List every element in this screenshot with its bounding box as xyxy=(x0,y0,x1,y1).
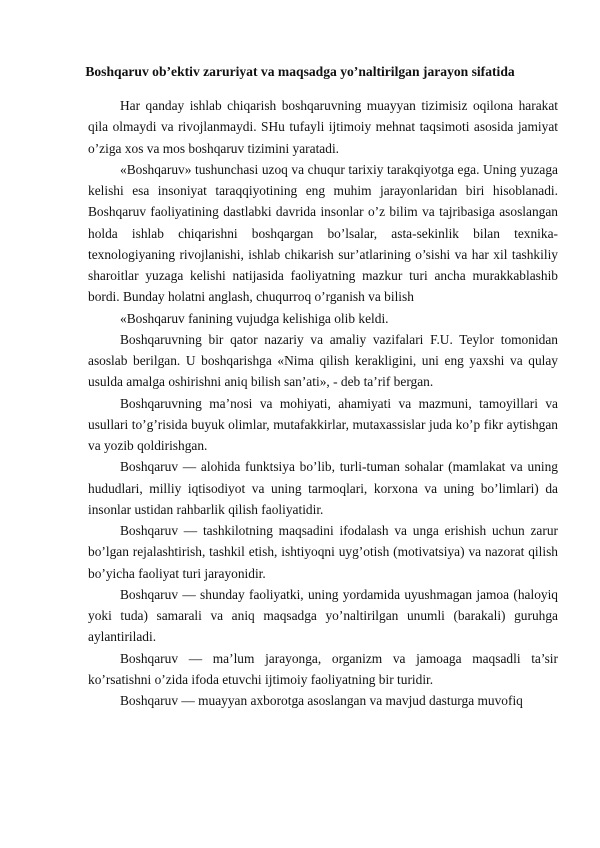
paragraph-9: Boshqaruv — ma’lum jarayonga, organizm va jamoaga maqsadli ta’sir ko’rsatishni o’zida ifoda etuvchi ijtimoiy faoliyatning bir turidir. xyxy=(88,650,558,687)
paragraph-2: «Boshqaruv» tushunchasi uzoq va chuqur tarixiy tarakqiyotga ega. Uning yuzaga kelishi esa insoniyat taraqqiyotining eng muhim jarayonlaridan biri hisoblanadi. Boshqaruv faoliyatining dastlabki davrida insonlar o’z bilim va tajribasiga asoslangan holda ishlab chiqarishni boshqargan bo’lsalar, asta-sekinlik bilan texnika-texnologiyaning rivojlanishi, ishlab chikarish sur’atlarining o’sishi va har xil tashkiliy sharoitlar yuzaga kelishi natijasida faoliyatning mazkur turi ancha murakkablashib bordi. Bunday holatni anglash, chuqurroq o’rganish va bilish xyxy=(88,161,558,305)
document-body xyxy=(88,95,558,711)
document-title: Boshqaruv ob’ektiv zaruriyat va maqsadga yo’naltirilgan jarayon sifatida xyxy=(85,64,515,79)
paragraph-3: «Boshqaruv fanining vujudga kelishiga olib keldi. xyxy=(120,310,389,326)
paragraph-4: Boshqaruvning bir qator nazariy va amaliy vazifalari F.U. Teylor tomonidan asoslab berilgan. U boshqarishga «Nima qilish kerakligini, uni eng yaxshi va qulay usulda amalga oshirishni aniq bilish san’ati», - deb ta’rif bergan. xyxy=(88,331,558,390)
paragraph-8: Boshqaruv — shunday faoliyatki, uning yordamida uyushmagan jamoa (haloyiq yoki tuda) samarali va aniq maqsadga yo’naltirilgan unumli (barakali) guruhga aylantiriladi. xyxy=(88,586,558,645)
paragraph-7: Boshqaruv — tashkilotning maqsadini ifodalash va unga erishish uchun zarur bo’lgan rejalashtirish, tashkil etish, ishtiyoqni uyg’otish (motivatsiya) va nazorat qilish bo’yicha faoliyat turi jarayonidir. xyxy=(88,523,558,581)
paragraph-1: Har qanday ishlab chiqarish boshqaruvning muayyan tizimisiz oqilona harakat qila olmaydi va rivojlanmaydi. SHu tufayli ijtimoiy mehnat taqsimoti asosida jamiyat o’ziga xos va mos boshqaruv tizimini yaratadi. xyxy=(88,98,558,156)
paragraph-6: Boshqaruv — alohida funktsiya bo’lib, turli-tuman sohalar (mamlakat va uning hududlari, milliy iqtisodiyot va uning tarmoqlari, korxona va uning bo’limlari) da insonlar ustidan rahbarlik qilish faoliyatidir. xyxy=(88,459,558,517)
paragraph-5: Boshqaruvning ma’nosi va mohiyati, ahamiyati va mazmuni, tamoyillari va usullari to’g’risida buyuk olimlar, mutafakkirlar, mutaxassislar juda ko’p fikr aytishgan va yozib qoldirishgan. xyxy=(88,395,558,453)
paragraph-10: Boshqaruv — muayyan axborotga asoslangan va mavjud dasturga muvofiq xyxy=(120,693,523,708)
